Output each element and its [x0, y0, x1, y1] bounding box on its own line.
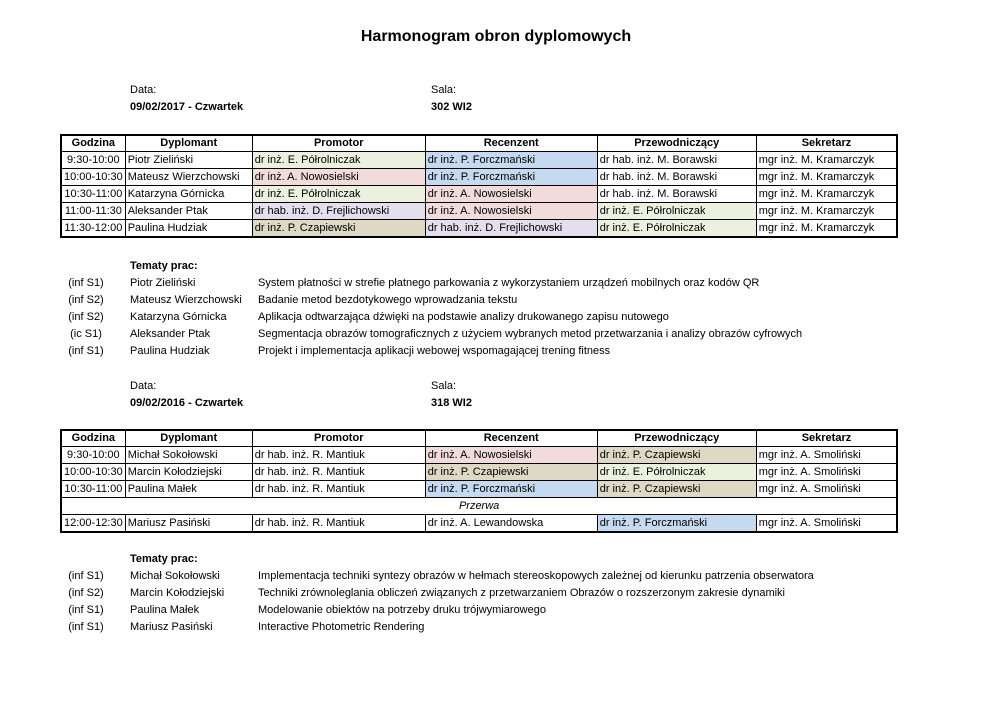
page-title: Harmonogram obron dyplomowych [360, 28, 632, 45]
secretary-cell: mgr inż. A. Smoliński [756, 481, 897, 498]
table-header-row [61, 430, 897, 447]
promotor-cell: dr hab. inż. R. Mantiuk [252, 481, 425, 498]
topic-code: (inf S1) [68, 570, 104, 582]
time-cell: 12:00-12:30 [61, 515, 125, 533]
student-cell: Katarzyna Górnicka [125, 186, 252, 203]
topic-title: Interactive Photometric Rendering [258, 621, 425, 633]
col-header: Recenzent [425, 430, 597, 447]
topic-code: (inf S1) [68, 604, 104, 616]
date-value: 09/02/2017 - Czwartek [130, 101, 244, 113]
col-header: Sekretarz [756, 430, 897, 447]
list-item [60, 292, 960, 309]
secretary-cell: mgr inż. M. Kramarczyk [756, 152, 897, 169]
table-row [61, 169, 897, 186]
col-header: Promotor [252, 430, 425, 447]
promotor-cell: dr inż. P. Czapiewski [252, 220, 425, 238]
promotor-cell: dr inż. E. Półrolniczak [252, 186, 425, 203]
topic-title: Modelowanie obiektów na potrzeby druku trójwymiarowego [258, 604, 546, 616]
chair-cell: dr inż. E. Półrolniczak [597, 220, 756, 238]
table-row [61, 481, 897, 498]
room-label: Sala: [431, 84, 457, 96]
topic-code: (inf S2) [68, 311, 104, 323]
table-row [61, 186, 897, 203]
student-cell: Marcin Kołodziejski [125, 464, 252, 481]
col-header: Dyplomant [125, 135, 252, 152]
room-label: Sala: [431, 380, 457, 392]
chair-cell: dr hab. inż. M. Borawski [597, 169, 756, 186]
promotor-cell: dr inż. E. Półrolniczak [252, 152, 425, 169]
promotor-cell: dr hab. inż. R. Mantiuk [252, 447, 425, 464]
topic-code: (inf S2) [68, 294, 104, 306]
promotor-cell: dr hab. inż. D. Frejlichowski [252, 203, 425, 220]
chair-cell: dr inż. P. Czapiewski [597, 481, 756, 498]
time-cell: 9:30-10:00 [61, 152, 125, 169]
reviewer-cell: dr inż. A. Nowosielski [425, 447, 597, 464]
topic-title: System płatności w strefie płatnego parkowania z wykorzystaniem urządzeń mobilnych oraz kodów QR [258, 277, 760, 289]
list-item [60, 326, 960, 343]
topic-code: (ic S1) [70, 328, 102, 340]
list-item [60, 602, 960, 619]
list-item [60, 568, 960, 585]
topic-student: Katarzyna Górnicka [130, 311, 227, 323]
topic-title: Aplikacja odtwarzająca dźwięki na podstawie analizy drukowanego zapisu nutowego [258, 311, 669, 323]
reviewer-cell: dr inż. P. Czapiewski [425, 464, 597, 481]
reviewer-cell: dr inż. A. Nowosielski [425, 203, 597, 220]
list-item [60, 619, 960, 636]
time-cell: 11:00-11:30 [61, 203, 125, 220]
col-header: Godzina [61, 430, 125, 447]
schedule-table-2 [60, 429, 898, 533]
list-item [60, 309, 960, 326]
topic-student: Paulina Hudziak [130, 345, 210, 357]
topic-student: Paulina Małek [130, 604, 200, 616]
topic-title: Projekt i implementacja aplikacji webowej wspomagającej trening fitness [258, 345, 611, 357]
promotor-cell: dr hab. inż. R. Mantiuk [252, 464, 425, 481]
topic-title: Implementacja techniki syntezy obrazów w hełmach stereoskopowych zależnej od kierunku patrzenia obserwatora [258, 570, 814, 582]
reviewer-cell: dr inż. P. Forczmański [425, 169, 597, 186]
time-cell: 10:00-10:30 [61, 464, 125, 481]
secretary-cell: mgr inż. A. Smoliński [756, 447, 897, 464]
topics-section-2 [60, 551, 960, 641]
table-row [61, 464, 897, 481]
col-header: Godzina [61, 135, 125, 152]
chair-cell: dr inż. E. Półrolniczak [597, 464, 756, 481]
table-row [61, 152, 897, 169]
table-row [61, 203, 897, 220]
col-header: Sekretarz [756, 135, 897, 152]
student-cell: Aleksander Ptak [125, 203, 252, 220]
topic-code: (inf S1) [68, 277, 104, 289]
topic-student: Aleksander Ptak [130, 328, 211, 340]
break-cell: Przerwa [61, 498, 897, 515]
student-cell: Michał Sokołowski [125, 447, 252, 464]
topic-title: Segmentacja obrazów tomograficznych z użyciem wybranych metod przetwarzania i analizy obrazów cyfrowych [258, 328, 803, 340]
table-row [61, 447, 897, 464]
chair-cell: dr inż. P. Czapiewski [597, 447, 756, 464]
topic-student: Mariusz Pasiński [130, 621, 213, 633]
secretary-cell: mgr inż. M. Kramarczyk [756, 220, 897, 238]
col-header: Recenzent [425, 135, 597, 152]
topic-code: (inf S2) [68, 587, 104, 599]
table-row [61, 515, 897, 533]
chair-cell: dr hab. inż. M. Borawski [597, 186, 756, 203]
topic-title: Techniki zrównoleglania obliczeń związanych z przetwarzaniem Obrazów o rozszerzonym zakresie dynamiki [258, 587, 785, 599]
schedule-table-1 [60, 134, 898, 238]
topic-code: (inf S1) [68, 345, 104, 357]
reviewer-cell: dr inż. P. Forczmański [425, 152, 597, 169]
promotor-cell: dr inż. A. Nowosielski [252, 169, 425, 186]
topics-section-1 [60, 258, 960, 368]
reviewer-cell: dr inż. P. Forczmański [425, 481, 597, 498]
secretary-cell: mgr inż. M. Kramarczyk [756, 186, 897, 203]
topics-heading: Tematy prac: [130, 260, 198, 272]
secretary-cell: mgr inż. M. Kramarczyk [756, 203, 897, 220]
list-item [60, 343, 960, 360]
secretary-cell: mgr inż. M. Kramarczyk [756, 169, 897, 186]
reviewer-cell: dr hab. inż. D. Frejlichowski [425, 220, 597, 238]
col-header: Dyplomant [125, 430, 252, 447]
time-cell: 11:30-12:00 [61, 220, 125, 238]
room-value: 318 WI2 [431, 397, 472, 409]
topic-student: Marcin Kołodziejski [130, 587, 225, 599]
student-cell: Piotr Zieliński [125, 152, 252, 169]
room-value: 302 WI2 [431, 101, 472, 113]
chair-cell: dr inż. P. Forczmański [597, 515, 756, 533]
student-cell: Paulina Małek [125, 481, 252, 498]
time-cell: 9:30-10:00 [61, 447, 125, 464]
topic-student: Piotr Zieliński [130, 277, 196, 289]
topic-student: Michał Sokołowski [130, 570, 220, 582]
student-cell: Paulina Hudziak [125, 220, 252, 238]
topic-title: Badanie metod bezdotykowego wprowadzania tekstu [258, 294, 518, 306]
secretary-cell: mgr inż. A. Smoliński [756, 464, 897, 481]
list-item [60, 585, 960, 602]
promotor-cell: dr hab. inż. R. Mantiuk [252, 515, 425, 533]
chair-cell: dr hab. inż. M. Borawski [597, 152, 756, 169]
student-cell: Mariusz Pasiński [125, 515, 252, 533]
chair-cell: dr inż. E. Półrolniczak [597, 203, 756, 220]
topics-heading: Tematy prac: [130, 553, 198, 565]
list-item [60, 275, 960, 292]
table-header-row [61, 135, 897, 152]
col-header: Przewodniczący [597, 430, 756, 447]
col-header: Promotor [252, 135, 425, 152]
time-cell: 10:00-10:30 [61, 169, 125, 186]
reviewer-cell: dr inż. A. Nowosielski [425, 186, 597, 203]
time-cell: 10:30-11:00 [61, 186, 125, 203]
student-cell: Mateusz Wierzchowski [125, 169, 252, 186]
date-label: Data: [130, 84, 157, 96]
secretary-cell: mgr inż. A. Smoliński [756, 515, 897, 533]
table-row [61, 220, 897, 238]
time-cell: 10:30-11:00 [61, 481, 125, 498]
topic-student: Mateusz Wierzchowski [130, 294, 242, 306]
col-header: Przewodniczący [597, 135, 756, 152]
date-label: Data: [130, 380, 157, 392]
break-row [61, 498, 897, 515]
topic-code: (inf S1) [68, 621, 104, 633]
reviewer-cell: dr inż. A. Lewandowska [425, 515, 597, 533]
date-value: 09/02/2016 - Czwartek [130, 397, 244, 409]
